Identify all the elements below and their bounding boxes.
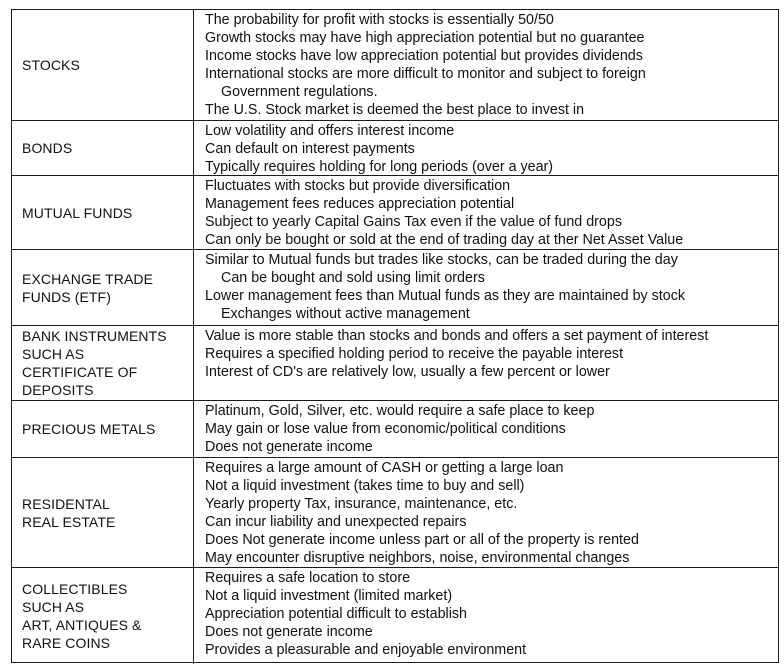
table-row-bank-instruments: [12, 326, 778, 401]
table-row-collectibles: [12, 568, 778, 664]
table-row-etf: [12, 250, 778, 326]
description-line: Provides a pleasurable and enjoyable environment: [205, 642, 527, 658]
description-line: Interest of CD's are relatively low, usually a few percent or lower: [205, 364, 610, 380]
description-line: Does not generate income: [205, 624, 373, 640]
description-line: Appreciation potential difficult to establish: [205, 606, 468, 622]
category-label: PRECIOUS METALS: [12, 401, 194, 457]
description-line: Does not generate income: [205, 439, 373, 455]
description-cell: [194, 121, 778, 175]
category-label: STOCKS: [12, 10, 194, 120]
description-cell: [194, 176, 778, 249]
description-line: The U.S. Stock market is deemed the best place to invest in: [205, 102, 585, 118]
description-line: Not a liquid investment (limited market): [205, 588, 453, 604]
description-line: Platinum, Gold, Silver, etc. would require a safe place to keep: [205, 403, 595, 419]
category-label: MUTUAL FUNDS: [12, 176, 194, 249]
description-line: Can be bought and sold using limit orders: [221, 270, 485, 286]
description-line: Similar to Mutual funds but trades like stocks, can be traded during the day: [205, 252, 678, 268]
description-line: Can incur liability and unexpected repairs: [205, 514, 467, 530]
description-line: Value is more stable than stocks and bonds and offers a set payment of interest: [205, 328, 709, 344]
table-row-precious-metals: [12, 401, 778, 458]
table-row-stocks: [12, 10, 778, 121]
description-line: May encounter disruptive neighbors, noise, environmental changes: [205, 550, 630, 566]
description-line: May gain or lose value from economic/political conditions: [205, 421, 566, 437]
category-label: BONDS: [12, 121, 194, 175]
description-line: Lower management fees than Mutual funds as they are maintained by stock: [205, 288, 686, 304]
description-line: Low volatility and offers interest income: [205, 123, 455, 139]
description-line: Requires a specified holding period to receive the payable interest: [205, 346, 624, 362]
description-line: Yearly property Tax, insurance, maintenance, etc.: [205, 496, 518, 512]
description-cell: [194, 458, 778, 567]
table-row-real-estate: [12, 458, 778, 568]
description-line: Not a liquid investment (takes time to buy and sell): [205, 478, 525, 494]
description-line: Growth stocks may have high appreciation potential but no guarantee: [205, 30, 645, 46]
category-label: COLLECTIBLES SUCH AS ART, ANTIQUES & RARE COINS: [12, 568, 194, 664]
category-label: RESIDENTAL REAL ESTATE: [12, 458, 194, 567]
description-cell: [194, 568, 778, 664]
description-line: Can default on interest payments: [205, 141, 415, 157]
description-line: Management fees reduces appreciation potential: [205, 196, 515, 212]
investment-comparison-table: [11, 9, 779, 663]
description-line: Requires a large amount of CASH or getting a large loan: [205, 460, 564, 476]
table-row-bonds: [12, 121, 778, 176]
description-line: Exchanges without active management: [221, 306, 470, 322]
description-line: The probability for profit with stocks is essentially 50/50: [205, 12, 554, 28]
description-line: Typically requires holding for long periods (over a year): [205, 159, 554, 175]
description-line: International stocks are more difficult to monitor and subject to foreign: [205, 66, 646, 82]
description-line: Subject to yearly Capital Gains Tax even if the value of fund drops: [205, 214, 622, 230]
description-cell: [194, 401, 778, 457]
category-label: BANK INSTRUMENTS SUCH AS CERTIFICATE OF DEPOSITS: [12, 326, 194, 400]
description-cell: [194, 250, 778, 325]
category-label: EXCHANGE TRADE FUNDS (ETF): [12, 250, 194, 325]
description-cell: [194, 326, 778, 400]
description-line: Requires a safe location to store: [205, 570, 411, 586]
description-line: Government regulations.: [221, 84, 378, 100]
description-line: Income stocks have low appreciation potential but provides dividends: [205, 48, 643, 64]
table-row-mutual-funds: [12, 176, 778, 250]
description-line: Fluctuates with stocks but provide diversification: [205, 178, 511, 194]
description-line: Can only be bought or sold at the end of trading day at ther Net Asset Value: [205, 232, 684, 248]
description-cell: [194, 10, 778, 120]
description-line: Does Not generate income unless part or all of the property is rented: [205, 532, 639, 548]
